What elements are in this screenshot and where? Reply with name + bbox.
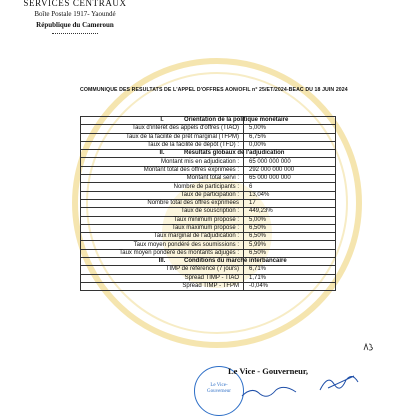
table-row [81, 166, 336, 174]
table-row [81, 191, 336, 199]
header-divider [52, 33, 98, 34]
row-value: 6,50% [244, 224, 336, 232]
signatory-title: Le Vice - Gouverneur, [228, 366, 308, 376]
row-value: 6,50% [244, 249, 336, 257]
stamp-text: Le Vice-Gouverneur [207, 383, 231, 394]
row-value: 65 000 000 000 [244, 158, 336, 166]
signature-mark [318, 370, 362, 394]
row-label: Montant total des offres exprimées : [81, 166, 244, 174]
postal-address: Boîte Postale 1917- Yaoundé [34, 10, 116, 18]
section-number: III. [81, 258, 244, 266]
row-label: Taux moyen pondéré des montants adjugés : [81, 249, 244, 257]
row-value: 1,71% [244, 274, 336, 282]
row-label: Taux moyen pondéré des soumissions : [81, 241, 244, 249]
section-header [81, 117, 336, 125]
section-title: Résultats globaux de l'adjudication [184, 150, 285, 157]
row-label: Nombre total des offres exprimées [81, 199, 244, 207]
section-number: II. [81, 150, 244, 158]
row-label: Taux de la facilité de prêt marginal (TFPM) [81, 133, 244, 141]
row-value: 6,75% [244, 133, 336, 141]
initials-mark [363, 342, 379, 352]
row-value: 13,04% [244, 191, 336, 199]
row-label: Nombre de participants : [81, 183, 244, 191]
section-header [81, 150, 336, 158]
row-value: 5,99% [244, 241, 336, 249]
results-table [80, 116, 336, 291]
signature-flourish [240, 384, 300, 400]
table-row [81, 133, 336, 141]
section-title: Conditions du marché interbancaire [184, 258, 287, 265]
row-value: 449,23% [244, 208, 336, 216]
row-label: Taux marginal de l'adjudication : [81, 233, 244, 241]
table-row [81, 282, 336, 290]
letterhead [0, 0, 150, 34]
table-row [81, 241, 336, 249]
row-label: Taux de souscription : [81, 208, 244, 216]
table-row [81, 216, 336, 224]
row-label: Taux d'intérêt des appels d'offres (TIAO) [81, 125, 244, 133]
row-label: Taux minimum proposé : [81, 216, 244, 224]
row-label: TIMP de référence (7 jours) [81, 266, 244, 274]
section-header [81, 258, 336, 266]
row-value: 6 [244, 183, 336, 191]
section-title: Orientation de la politique monétaire [184, 117, 289, 124]
row-value: 6,50% [244, 233, 336, 241]
table-row [81, 183, 336, 191]
table-row [81, 249, 336, 257]
row-label: Spread TIMP - TFPM [81, 282, 244, 290]
table-row [81, 141, 336, 149]
communique-title: COMMUNIQUE DES RESULTATS DE L'APPEL D'OFFRES AON/OFIL n° 25/ET/2024-BEAC DU 18 JUIN 2024 [80, 87, 348, 93]
row-label: Montant total servi : [81, 175, 244, 183]
row-value: 0,00% [244, 141, 336, 149]
table-row [81, 208, 336, 216]
row-label: Spread TIMP - TIAO [81, 274, 244, 282]
table-row [81, 158, 336, 166]
table-row [81, 199, 336, 207]
org-name: SERVICES CENTRAUX [23, 0, 127, 8]
row-label: Taux maximum proposé : [81, 224, 244, 232]
table-row [81, 175, 336, 183]
row-value: 5,00% [244, 216, 336, 224]
row-value: 292 000 000 000 [244, 166, 336, 174]
table-row [81, 266, 336, 274]
row-value: -0,04% [244, 282, 336, 290]
table-row [81, 233, 336, 241]
table-row [81, 224, 336, 232]
row-value: 17 [244, 199, 336, 207]
table-row [81, 125, 336, 133]
country-name: République du Cameroun [36, 21, 114, 29]
row-label: Taux de participation : [81, 191, 244, 199]
row-value: 6,71% [244, 266, 336, 274]
row-label: Montant mis en adjudication : [81, 158, 244, 166]
row-value: 5,00% [244, 125, 336, 133]
row-value: 65 000 000 000 [244, 175, 336, 183]
section-number: I. [81, 117, 244, 125]
table-row [81, 274, 336, 282]
row-label: Taux de la facilité de dépôt (TFD) : [81, 141, 244, 149]
